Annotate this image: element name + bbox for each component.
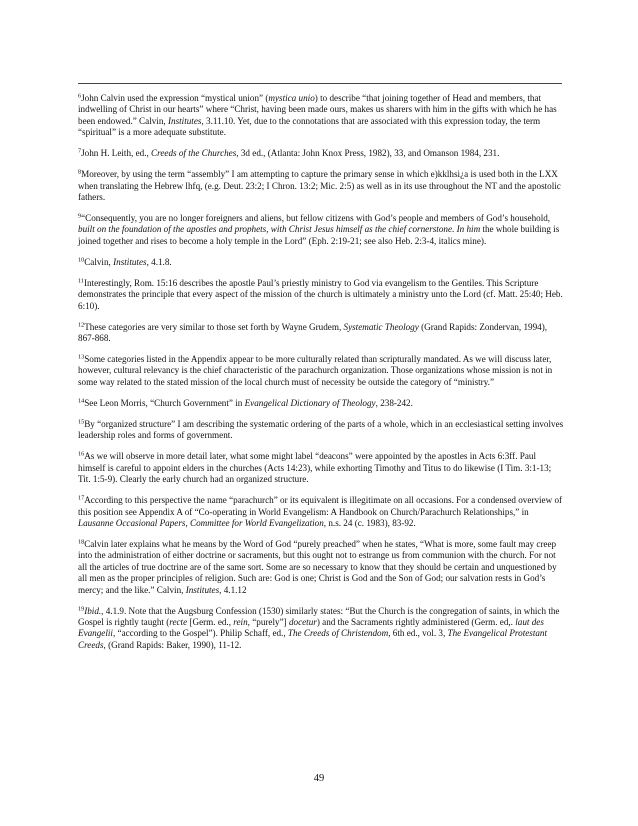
footnote: [78, 419, 564, 442]
footnote-text-run: , 4.1.12: [219, 584, 247, 595]
footnote-text-run: the whole building is joined together and rises to become a holy temple in the Lord” (Eph. 2:19-21; see also Heb. 2:3-4, italics mine).: [78, 224, 560, 246]
footnote-text: [84, 398, 413, 408]
footnote-text: [78, 606, 559, 650]
footnote-text-run: ) to describe “that joining together of Head and members, that indwelling of Christ in our hearts” where “Christ, having been made ours, makes us sharers with him in the gifts with which he has been endowed.” Calvin,: [78, 93, 557, 126]
footnote: [78, 354, 564, 388]
footnote-text: [78, 278, 563, 311]
footnote-text: [78, 169, 561, 202]
footnote-text: [78, 322, 547, 343]
footnote-number: 13: [78, 353, 85, 361]
footnote-separator: [78, 83, 562, 84]
footnote-text: [78, 419, 563, 440]
footnote: [78, 93, 564, 139]
footnote-text-run: (Grand Rapids: Zondervan, 1994), 867-868.: [78, 321, 548, 344]
footnote-text-run: As we will observe in more detail later, what some might label “deacons” were appointed by the apostles in Acts 6:3ff. Paul himself is careful to appoint elders in the churches (Acts 14:23), while exhorting Timothy and Titus to do likewise (I Tim. 3:1-13; Tit. 1:5-9). Clearly the early church had an organized structure.: [78, 451, 552, 485]
footnote: [78, 606, 564, 652]
footnote-text: [81, 148, 499, 158]
footnote-italic-run: rein,: [233, 616, 250, 627]
footnote-text: [78, 451, 551, 484]
footnote-text: [78, 213, 559, 246]
footnote-text: [78, 495, 562, 528]
footnotes-section: [78, 93, 564, 661]
footnote-italic-run: Creeds of the Churches: [151, 148, 237, 159]
footnote-italic-run: laut des Evangelii: [78, 616, 544, 639]
footnote-italic-run: Lausanne Occasional Papers, Committee for World Evangelization,: [78, 517, 327, 528]
footnote-number: 6: [78, 92, 82, 100]
footnote-number: 9: [78, 212, 82, 220]
page-number: 49: [313, 773, 325, 784]
footnote: [78, 278, 564, 312]
footnote-italic-run: recte: [169, 616, 188, 627]
footnote-text: [78, 93, 557, 137]
footnote-text-run: ) and the Sacraments rightly administered (Germ. ed,.: [316, 616, 516, 627]
footnote: [78, 257, 564, 268]
footnote-italic-run: Institutes: [113, 256, 147, 267]
footnote-text-run: , “according to the Gospel”). Philip Schaff, ed.,: [112, 628, 288, 639]
footnote-text-run: Calvin later explains what he means by the Word of God “purely preached” when he states, “What is more, some fault may creep into the administration of either doctrine or sacraments, but this ought not to estrange us from communion with the church. For not all the articles of true doctrine are of the same sort. Some are so necessary to know that they should be certain and unquestioned by all men as the proper principles of religion. Such are: God is one; Christ is God and the Son of God; our salvation rests in God’s mercy; and the like.” Calvin,: [78, 538, 557, 595]
footnote-italic-run: Ibid.: [84, 605, 102, 616]
footnote-text-run: , 3d ed., (Atlanta: John Knox Press, 1982), 33, and Omanson 1984, 231.: [236, 148, 500, 159]
footnote-text-run: Calvin,: [84, 256, 114, 267]
footnote-text-run: , 4.1.8.: [146, 256, 172, 267]
footnote-text-run: John Calvin used the expression “mystical union” (: [81, 93, 269, 103]
footnote-text-run: John H. Leith, ed.,: [81, 148, 152, 159]
footnote-number: 7: [78, 147, 82, 155]
footnote-text-run: By “organized structure” I am describing the systematic ordering of the parts of a whole, which in an ecclesiastical setting involves leadership roles and forms of government.: [78, 418, 564, 441]
footnote-text-run: .: [452, 224, 457, 235]
footnote-text: [84, 257, 171, 267]
footnote: [78, 213, 564, 247]
footnote: [78, 451, 564, 485]
footnote-italic-run: Evangelical Dictionary of Theology: [244, 397, 376, 408]
footnote: [78, 495, 564, 529]
footnote-italic-run: Systematic Theology: [343, 321, 419, 332]
footnote-italic-run: Institutes: [167, 115, 202, 126]
footnote-text-run: 6th ed., vol. 3,: [390, 628, 448, 639]
footnote-text-run: , 238-242.: [375, 397, 413, 408]
footnote-italic-run: The Evangelical Protestant Creeds: [78, 628, 548, 650]
footnote-italic-run: mystica unio: [268, 93, 315, 103]
footnote-italic-run: In him: [456, 224, 481, 235]
footnote-number: 11: [78, 277, 84, 285]
footnote-text-run: According to this perspective the name “parachurch” or its equivalent is illegitimate on all occasions. For a condensed overview of this position see Appendix A of “Co-operating in World Evangelism: A Handbook on Church/Parachurch Relationships,” in: [78, 495, 563, 517]
footnote-number: 17: [78, 494, 85, 502]
footnote-text-run: Moreover, by using the term “assembly” I am attempting to capture the primary sense in which e)kklhsi¿a is used both in the LXX when translating the Hebrew lhfq, (e.g. Deut. 23:2; I Chron. 13:2; Mic. 2:5) as well as in its use throughout the NT and the apostolic fathers.: [78, 169, 561, 203]
footnote-number: 19: [78, 605, 85, 613]
footnote: [78, 169, 564, 203]
footnote: [78, 322, 564, 345]
footnote-number: 12: [78, 321, 85, 329]
footnote-number: 14: [78, 397, 85, 405]
footnote-text-run: , 4.1.9. Note that the Augsburg Confession (1530) similarly states: “But the Church is the congregation of saints, in which the Gospel is rightly taught (: [78, 605, 560, 627]
footnote-number: 8: [78, 168, 82, 176]
footnote-italic-run: Institutes: [185, 584, 220, 595]
footnote-text-run: [Germ. ed.,: [187, 616, 234, 627]
footnote-text: [78, 354, 552, 387]
footnote-italic-run: docetur: [288, 616, 317, 627]
footnote: [78, 398, 564, 409]
footnote: [78, 539, 564, 596]
footnote-italic-run: The Creeds of Christendom,: [287, 628, 391, 639]
footnote-number: 15: [78, 418, 85, 426]
footnote-text-run: See Leon Morris, “Church Government” in: [84, 397, 245, 408]
footnote-text-run: “Consequently, you are no longer foreigners and aliens, but fellow citizens with God’s people and members of God’s household,: [81, 213, 551, 224]
footnote-text-run: , 3.11.10. Yet, due to the connotations that are associated with this expression today, the term “spiritual” is a more adequate substitute.: [78, 115, 541, 138]
footnote-number: 10: [78, 256, 85, 264]
footnote-text-run: These categories are very similar to those set forth by Wayne Grudem,: [84, 321, 344, 332]
footnote-text-run: n.s. 24 (c. 1983), 83-92.: [326, 517, 416, 528]
footnote-text-run: Some categories listed in the Appendix appear to be more culturally related than scripturally mandated. As we will discuss later, however, cultural relevancy is the chief characteristic of the parachurch organization. Those organizations whose mission is not in some way related to the stated mission of the local church must of necessity be outside the category of “ministry.”: [78, 354, 553, 387]
footnote: [78, 148, 564, 159]
footnote-text-run: Interestingly, Rom. 15:16 describes the apostle Paul’s priestly ministry to God via evangelism to the Gentiles. This Scripture demonstrates the principle that every aspect of the mission of the church is ultimately a ministry unto the Lord (cf. Matt. 25:40; Heb. 6:10).: [78, 277, 563, 311]
footnote-text: [78, 539, 557, 595]
footnote-text-run: , (Grand Rapids: Baker, 1990), 11-12.: [103, 639, 242, 650]
footnote-number: 16: [78, 450, 85, 458]
footnote-text-run: “purely”]: [249, 616, 289, 627]
footnote-number: 18: [78, 538, 85, 546]
footnote-italic-run: built on the foundation of the apostles and prophets, with Christ Jesus himself as the chief cornerstone: [78, 224, 453, 235]
